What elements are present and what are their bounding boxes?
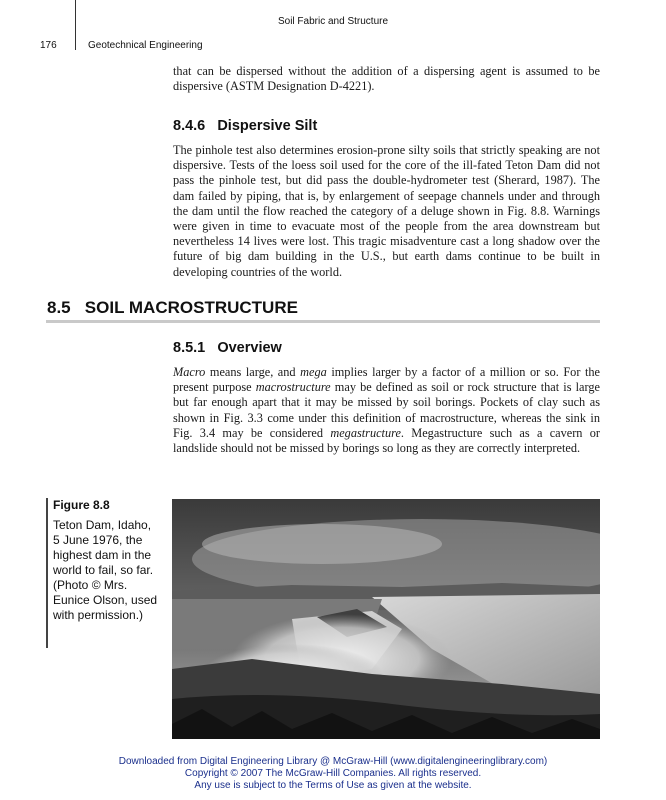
- term-macrostructure: macrostructure: [255, 380, 331, 395]
- term-macro: Macro: [173, 365, 206, 379]
- section-8-4-6-heading: 8.4.6 Dispersive Silt: [173, 118, 318, 134]
- overview-text-c: may be defined as soil or rock structure that is large but far enough apart that it may be missed by soil borings. Pockets of clay such as shown in Fig. 3.3 come under this definition of macrostructure, whereas the sink in Fig. 3.4 may be considered: [173, 380, 600, 440]
- figure-label: Figure 8.8: [53, 498, 110, 512]
- section-rule: [46, 320, 600, 323]
- term-megastructure: megastructure: [330, 425, 401, 440]
- footer-download-line: Downloaded from Digital Engineering Library @ McGraw-Hill (www.digitalengineeringlibrary.com): [118, 756, 548, 767]
- section-8-4-6-body: The pinhole test also determines erosion-prone silty soils that strictly speaking are not dispersive. Tests of the loess soil used for the core of the ill-fated Teton Dam did not pass the pinhole test, but did pass the double-hydrometer test (Sherard, 1987). The dam failed by piping, that is, by enlargement of seepage channels under and through the dam until the flow reached the category of a deluge shown in Fig. 8.8. Warnings were given in time to evacuate most of the people from the area downstream but nevertheless 14 lives were lost. This tragic misadventure cast a long shadow over the future of big dam building in the U.S., but earth dams continue to be built in developing countries of the world.: [173, 143, 600, 279]
- section-8-5-1-heading: 8.5.1 Overview: [173, 340, 282, 356]
- footer-terms-line: Any use is subject to the Terms of Use as given at the website.: [194, 780, 472, 791]
- footer-copyright-line: Copyright © 2007 The McGraw-Hill Companies. All rights reserved.: [184, 768, 482, 779]
- figure-bar: [46, 498, 48, 648]
- teton-dam-photo: [172, 499, 600, 739]
- overview-text-d: . Megastructure such as a cavern or landslide should not be missed by borings so long as they are correctly interpreted.: [173, 425, 600, 456]
- overview-text-b: implies larger by a factor of a million or so. For the present purpose: [173, 365, 600, 395]
- header-divider: [75, 0, 76, 50]
- section-8-5-1-body: [173, 365, 600, 456]
- section-8-5-heading: 8.5 SOIL MACROSTRUCTURE: [47, 298, 298, 317]
- term-mega: mega: [300, 365, 327, 379]
- figure-caption: Teton Dam, Idaho, 5 June 1976, the highest dam in the world to fail, so far. (Photo © Mrs. Eunice Olson, used with permission.): [53, 518, 158, 622]
- intro-paragraph: that can be dispersed without the addition of a dispersing agent is assumed to be dispersive (ASTM Designation D-4221).: [173, 64, 600, 94]
- running-head: Soil Fabric and Structure: [277, 16, 389, 27]
- page-number: 176: [40, 40, 57, 51]
- overview-text-a: means large, and: [205, 365, 301, 379]
- book-title: Geotechnical Engineering: [88, 40, 203, 51]
